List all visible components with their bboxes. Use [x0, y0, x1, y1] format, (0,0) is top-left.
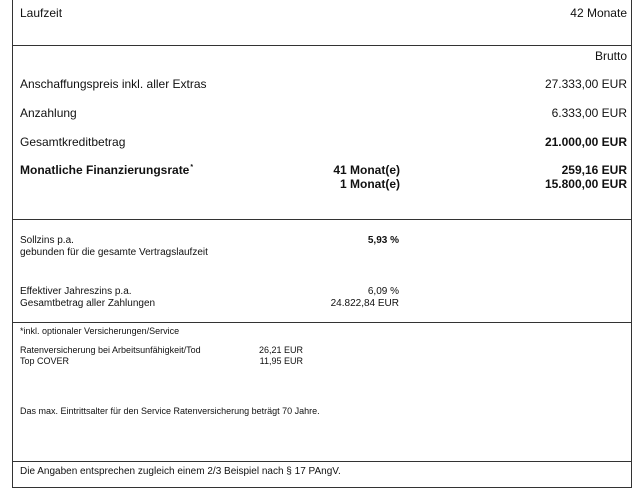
gesamtkreditbetrag-value: 21.000,00 EUR [544, 135, 627, 149]
anzahlung-label: Anzahlung [20, 106, 77, 120]
divider [12, 322, 632, 323]
anzahlung-value: 6.333,00 EUR [551, 106, 627, 120]
laufzeit-label: Laufzeit [20, 6, 63, 20]
anschaffungspreis-value: 27.333,00 EUR [544, 77, 627, 91]
brutto-header: Brutto [594, 49, 627, 63]
extras-title: *inkl. optionaler Versicherungen/Service [20, 326, 180, 336]
laufzeit-value: 42 Monate [570, 6, 627, 20]
extras-item-label: Top COVER [20, 356, 70, 366]
sollzins-value: 5,93 % [367, 235, 399, 246]
extras-item-label: Ratenversicherung bei Arbeitsunfähigkeit/Tod [20, 345, 201, 355]
extras-note: Das max. Eintrittsalter für den Service Ratenversicherung beträgt 70 Jahre. [20, 406, 320, 416]
divider [12, 461, 632, 462]
extras-item-value: 11,95 EUR [259, 356, 303, 366]
rate-months-1: 41 Monat(e) [333, 163, 400, 177]
divider [12, 219, 632, 220]
rate-months-2: 1 Monat(e) [340, 177, 400, 191]
rate-value-1: 259,16 EUR [561, 163, 627, 177]
extras-item-value: 26,21 EUR [258, 345, 303, 355]
gesamtbetrag-label: Gesamtbetrag aller Zahlungen [20, 298, 156, 309]
sollzins-subtext: gebunden für die gesamte Vertragslaufzeit [20, 247, 208, 258]
sollzins-label: Sollzins p.a. [20, 235, 74, 246]
gesamtkreditbetrag-label: Gesamtkreditbetrag [20, 135, 126, 149]
effektiver-jahreszins-value: 6,09 % [367, 286, 399, 297]
monatliche-rate-label [20, 163, 193, 177]
rate-value-2: 15.800,00 EUR [544, 177, 627, 191]
gesamtbetrag-value: 24.822,84 EUR [330, 298, 399, 309]
monatliche-rate-text: Monatliche Finanzierungsrate [20, 163, 190, 177]
divider [12, 45, 632, 46]
footer-note: Die Angaben entsprechen zugleich einem 2/3 Beispiel nach § 17 PAngV. [20, 466, 341, 477]
effektiver-jahreszins-label: Effektiver Jahreszins p.a. [20, 286, 132, 297]
footnote-marker: * [190, 164, 194, 171]
anschaffungspreis-label: Anschaffungspreis inkl. aller Extras [20, 77, 207, 91]
